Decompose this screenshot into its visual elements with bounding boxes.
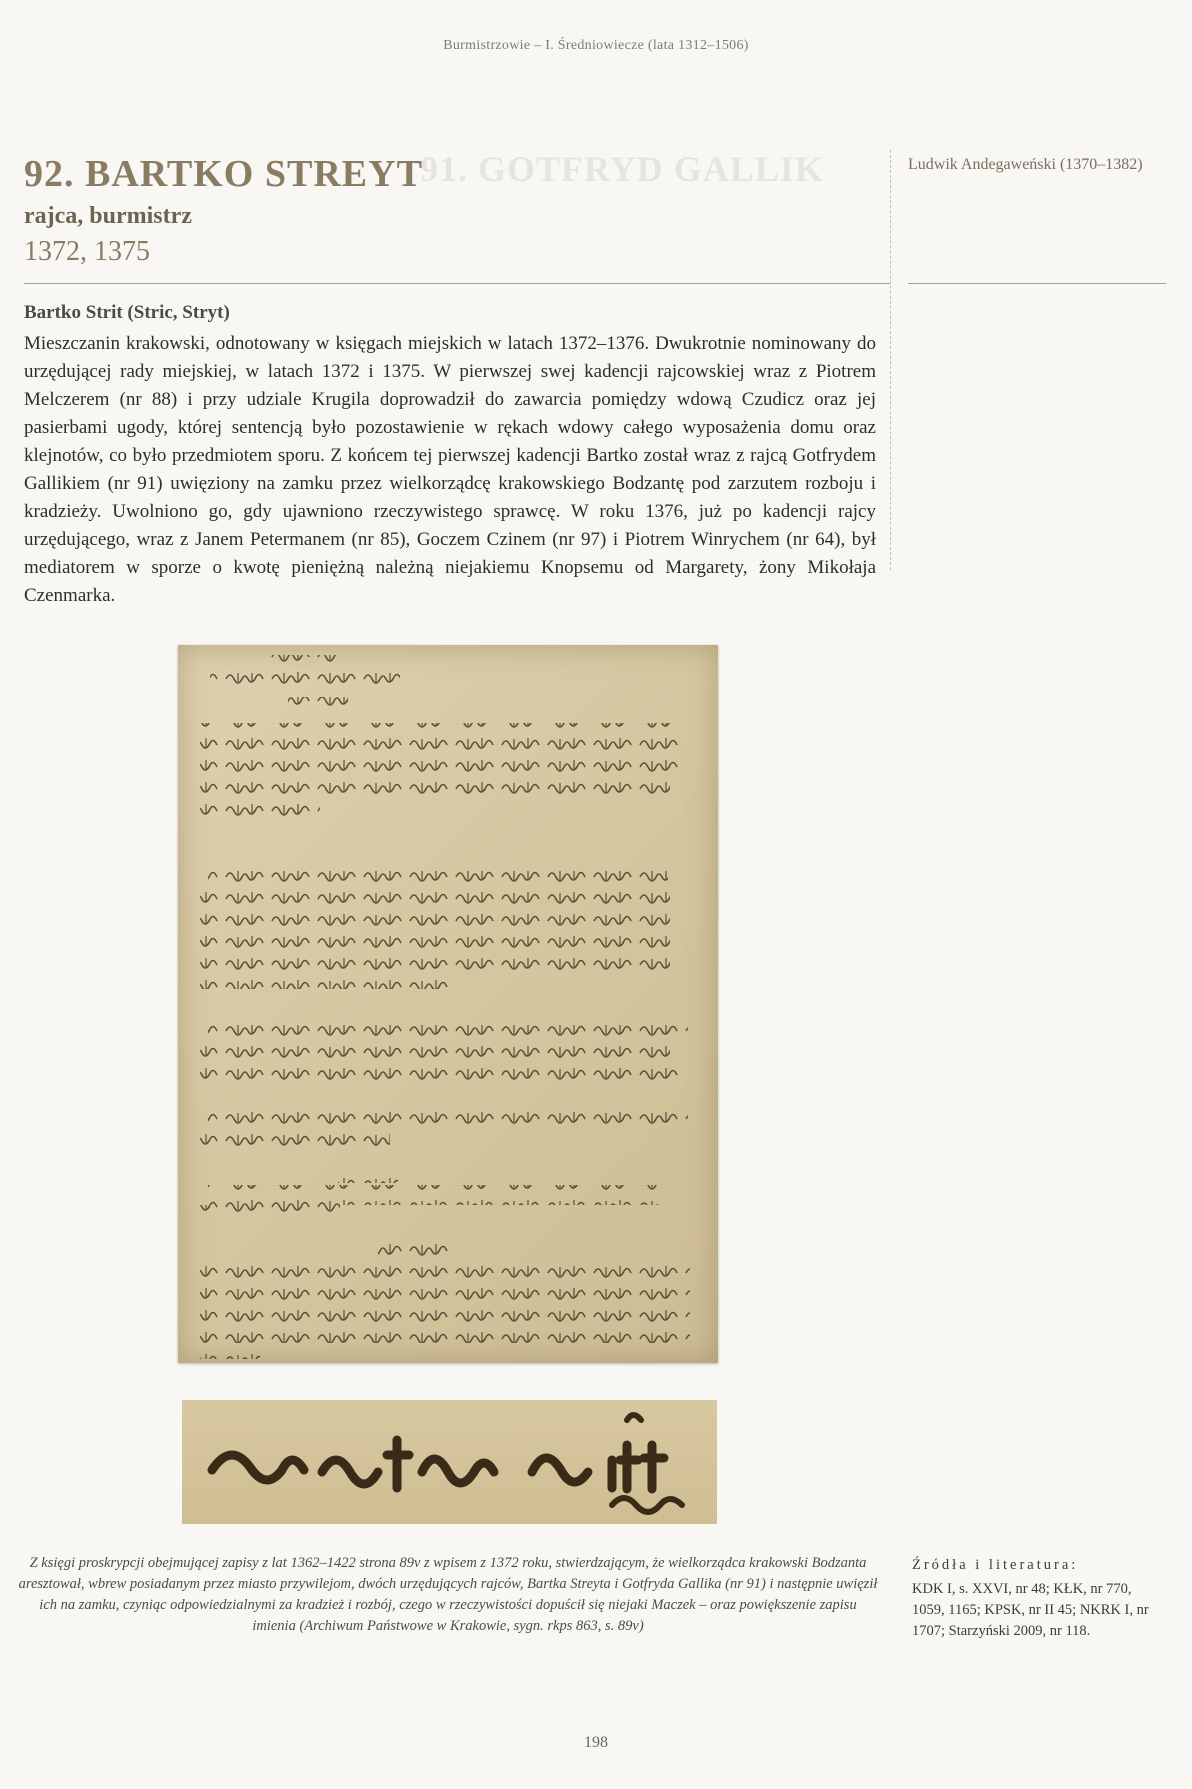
- figure-caption: Z księgi proskrypcji obejmującej zapisy z lat 1362–1422 strona 89v z wpisem z 1372 roku, stwierdzającym, że wielkorządca krakowski Bodzanta aresztował, wbrew posiadanym przez miasto przywilejom, dwóch urzędujących rajców, Bartka Streyta i Gotfryda Gallika (nr 91) i następnie uwięził ich na zamku, czyniąc odpowiedzialnymi za kradzież i rozbój, czego w rzeczywistości dopuścił się niejaki Maczek – oraz powiększenie zapisu imienia (Archiwum Państwowe w Krakowie, sygn. rkps 863, s. 89v): [18, 1555, 878, 1634]
- name-enlargement-image: [182, 1400, 717, 1524]
- biography-text: Mieszczanin krakowski, odnotowany w księgach miejskich w latach 1372–1376. Dwukrotnie nominowany do urzędującej rady miejskiej, w latach 1372 i 1375. W pierwszej swej kadencji rajcowskiej wraz z Piotrem Melczerem (nr 88) i przy udziale Krugila doprowadził do zawarcia pomiędzy wdową Czudicz oraz jej pasierbami ugody, której sentencją było pozostawienie w rękach wdowy całego wyposażenia domu oraz klejnotów, co było przedmiotem sporu. Z końcem tej pierwszej kadencji Bartko został wraz z rajcą Gotfrydem Gallikiem (nr 91) uwięziony na zamku przez wielkorządcę krakowskiego Bodzantę pod zarzutem rozboju i kradzieży. Uwolniono go, gdy ujawniono rzeczywistego sprawcę. W roku 1376, już po kadencji rajcy urzędującego, wraz z Janem Petermanem (nr 85), Goczem Czinem (nr 97) i Piotrem Winrychem (nr 64), był mediatorem w sporze o kwotę pieniężną należną niejakiemu Knopsemu od Margarety, żony Mikołaja Czenmarka.: [24, 333, 876, 606]
- previous-entry-ghost-title: 91. GOTFRYD GALLIK: [420, 149, 824, 189]
- sources-list: KDK I, s. XXVI, nr 48; KŁK, nr 770, 1059, 1165; KPSK, nr II 45; NKRK I, nr 1707; Starzyński 2009, nr 118.: [912, 1581, 1149, 1639]
- entry-years: 1372, 1375: [24, 236, 150, 267]
- sidebar-divider: [908, 283, 1166, 284]
- name-variants: Bartko Strit (Stric, Stryt): [24, 302, 230, 323]
- entry-subtitle: rajca, burmistrz: [24, 203, 192, 229]
- sources-heading: Źródła i literatura:: [912, 1557, 1079, 1573]
- page-number: 198: [584, 1734, 608, 1751]
- manuscript-page-image: [178, 645, 718, 1363]
- header-divider: [24, 283, 890, 284]
- column-divider: [890, 150, 891, 570]
- reign-label: Ludwik Andegaweński (1370–1382): [908, 156, 1143, 173]
- entry-title: 92. BARTKO STREYT: [24, 153, 423, 195]
- running-head: Burmistrzowie – I. Średniowiecze (lata 1312–1506): [443, 38, 749, 53]
